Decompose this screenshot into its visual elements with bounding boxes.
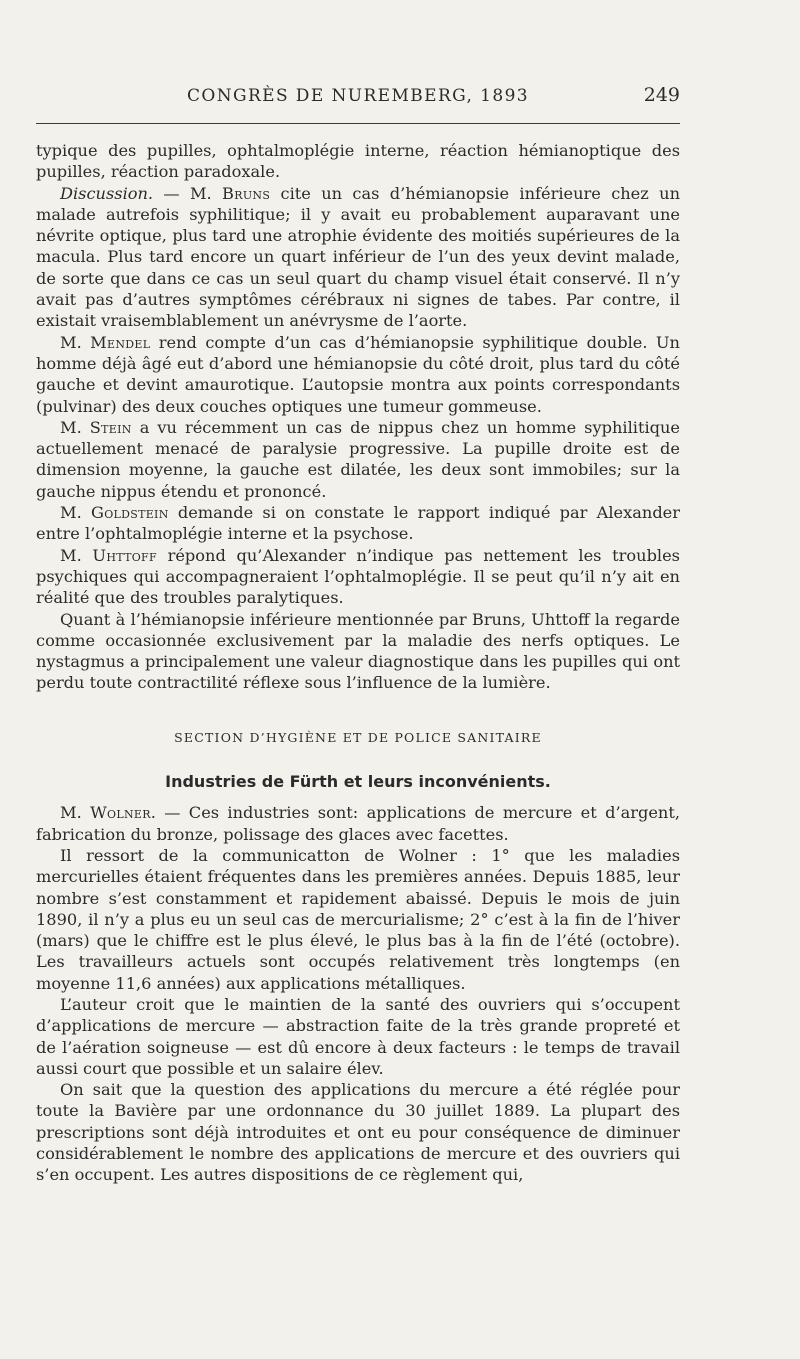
paragraph-stein: M. Stein a vu récemment un cas de nippus chez un homme syphilitique actuellement menacé de paralysie progressive. La pupille droite est de dimension moyenne, la gauche est dilatée, les deux sont immobiles; sur la gauche nippus étendu et prononcé.: [36, 417, 680, 501]
paragraph-discussion: Discussion. — M. Bruns cite un cas d’hémianopsie inférieure chez un malade autrefois syphilitique; il y avait eu probablement auparavant une névrite optique, plus tard une atrophie évidente des moitiés supérieures de la macula. Plus tard encore un quart inférieur de l’un des yeux devint malade, de sorte que dans ce cas un seul quart du champ visuel était conservé. Il n’y avait pas d’autres symptômes cérébraux ni signes de tabes. Par contre, il existait vraisemblablement un anévrysme de l’aorte.: [36, 183, 680, 331]
paragraph: typique des pupilles, ophtalmoplégie interne, réaction hémianoptique des pupilles, réaction paradoxale.: [36, 141, 680, 182]
speaker-name: Goldstein: [90, 503, 169, 523]
paragraph-goldstein: M. Goldstein demande si on constate le rapport indiqué par Alexander entre l’ophtalmoplégie interne et la psychose.: [36, 503, 680, 544]
section-title: SECTION D’HYGIÈNE ET DE POLICE SANITAIRE: [174, 729, 542, 745]
discussion-label: Discussion.: [60, 183, 154, 203]
speaker-name: Wolner: [90, 803, 151, 823]
paragraph-uhttoff: M. Uhttoff répond qu’Alexander n’indique pas nettement les troubles psychiques qui accompagneraient l’ophtalmoplégie. Il se peut qu’il n’y ait en réalité que des troubles paralytiques.: [36, 545, 680, 608]
paragraph: L’auteur croit que le maintien de la santé des ouvriers qui s’occupent d’applications de mercure — abstraction faite de la très grande propreté et de l’aération soigneuse — est dû encore à deux facteurs : le temps de travail aussi court que possible et un salaire élev.: [36, 994, 680, 1078]
speaker-name: Bruns: [222, 183, 271, 203]
body-text: [36, 140, 680, 1186]
paragraph-mendel: M. Mendel rend compte d’un cas d’hémianopsie syphilitique double. Un homme déjà âgé eut d’abord une hémianopsie du côté droit, plus tard du côté gauche et devint amaurotique. L’autopsie montra aux points correspondants (pulvinar) des deux couches optiques une tumeur gommeuse.: [36, 332, 680, 416]
page-header: [36, 82, 680, 112]
running-title: CONGRÈS DE NUREMBERG, 1893: [186, 86, 530, 106]
header-rule: [36, 123, 680, 124]
speaker-name: Mendel: [90, 332, 151, 352]
paragraph-wolner: M. Wolner. — Ces industries sont: applications de mercure et d’argent, fabrication du bronze, polissage des glaces avec facettes.: [36, 803, 680, 844]
paragraph: On sait que la question des applications du mercure a été réglée pour toute la Bavière par une ordonnance du 30 juillet 1889. La plupart des prescriptions sont déjà introduites et ont eu pour conséquence de diminuer considérablement le nombre des applications de mercure et des ouvriers qui s’en occupent. Les autres dispositions de ce règlement qui,: [36, 1080, 680, 1185]
paragraph: Il ressort de la communicatton de Wolner : 1° que les maladies mercurielles étaient fréquentes dans les premières années. Depuis 1885, leur nombre s’est constamment et rapidement abaissé. Depuis le mois de juin 1890, il n’y a plus eu un seul cas de mercurialisme; 2° c’est à la fin de l’hiver (mars) que le chiffre est le plus élevé, le plus bas à la fin de l’été (octobre). Les travailleurs actuels sont occupés relativement très longtemps (en moyenne 11,6 années) aux applications métalliques.: [36, 845, 680, 993]
page-number: 249: [643, 84, 680, 106]
speaker-name: Stein: [89, 417, 132, 437]
article-title: Industries de Fürth et leurs inconvénients.: [165, 772, 551, 792]
speaker-name: Uhttoff: [92, 545, 157, 565]
paragraph: Quant à l’hémianopsie inférieure mentionnée par Bruns, Uhttoff la regarde comme occasionnée exclusivement par la maladie des nerfs optiques. Le nystagmus a principalement une valeur diagnostique dans les pupilles qui ont perdu toute contractilité réflexe sous l’influence de la lumière.: [36, 609, 680, 693]
